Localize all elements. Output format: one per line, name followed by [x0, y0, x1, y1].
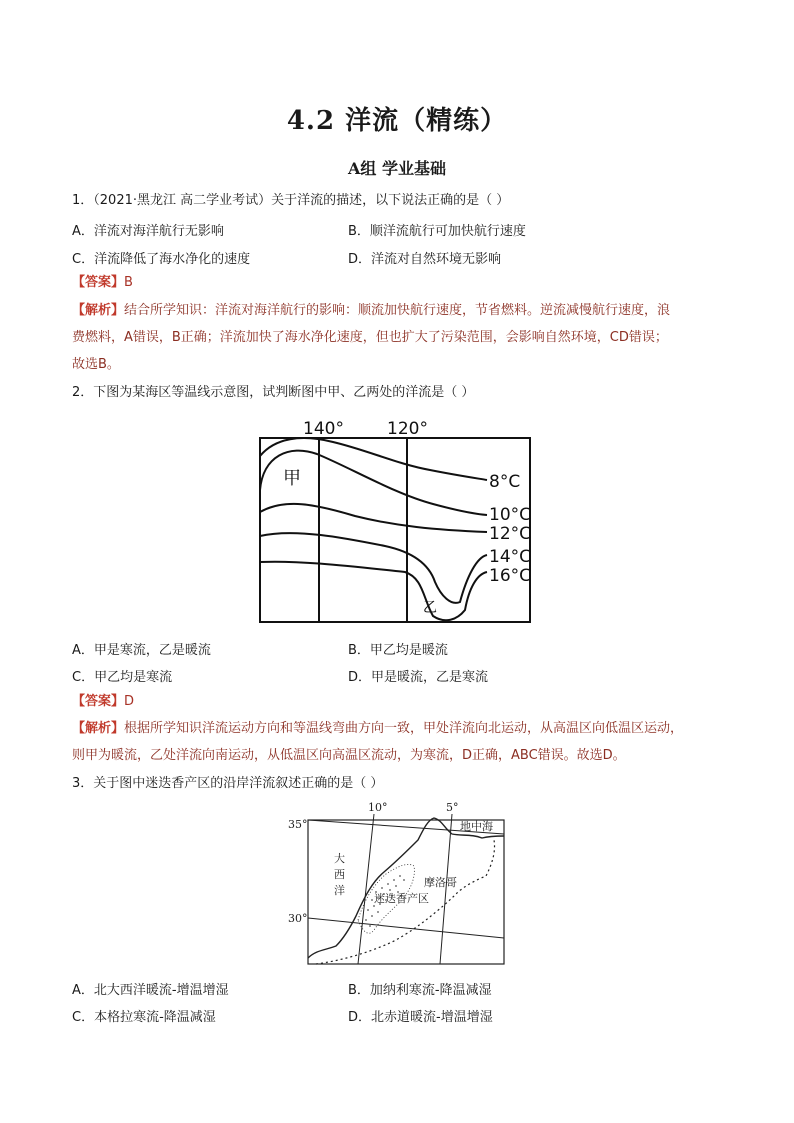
q1-explanation-line3: 故选B。: [72, 357, 120, 372]
morocco-label: 摩洛哥: [424, 876, 457, 889]
q3-option-b: B．加纳利寒流-降温减湿: [348, 983, 492, 998]
q1-answer: [72, 274, 133, 292]
explanation-text: 结合所学知识：洋流对海洋航行的影响：顺流加快航行速度，节省燃料。逆流减慢航行速度，浪: [124, 303, 671, 318]
q1-explanation-line2: 费燃料，A错误，B正确；洋流加快了海水净化速度，但也扩大了污染范围，会影响自然环境，CD错误；: [72, 330, 668, 345]
isotherm-label: 14°C: [489, 547, 532, 567]
atlantic-label: 大: [334, 852, 345, 865]
isotherm-map: [255, 412, 540, 626]
morocco-map: [286, 800, 508, 968]
q2-stem: 2．下图为某海区等温线示意图，试判断图中甲、乙两处的洋流是（ ）: [72, 385, 475, 400]
q1-option-c: C．洋流降低了海水净化的速度: [72, 252, 251, 267]
region-label: 迷迭香产区: [374, 892, 429, 905]
q3-option-c: C．本格拉寒流-降温减湿: [72, 1010, 216, 1025]
answer-tag: 【答案】: [72, 275, 125, 290]
label-yi: 乙: [423, 600, 437, 616]
isotherm-label: 10°C: [489, 505, 532, 525]
meridian-line: [440, 814, 452, 964]
q2-option-c: C．甲乙均是寒流: [72, 670, 173, 685]
longitude-label: 5°: [446, 801, 459, 814]
q3-stem: 3．关于图中迷迭香产区的沿岸洋流叙述正确的是（ ）: [72, 776, 384, 791]
answer-tag: 【答案】: [72, 694, 125, 709]
isotherm-label: 8°C: [489, 472, 521, 492]
q1-option-d: D．洋流对自然环境无影响: [348, 252, 502, 267]
isotherm-label: 12°C: [489, 524, 532, 544]
explanation-tag: 【解析】: [72, 303, 125, 318]
q2-explanation-line2: 则甲为暖流，乙处洋流向南运动，从低温区向高温区流动，为寒流，D正确，ABC错误。故选D。: [72, 748, 626, 763]
q2-explanation-line1: [72, 720, 683, 738]
isotherm-label: 16°C: [489, 566, 532, 586]
q1-stem: 1．（2021·黑龙江 高二学业考试）关于洋流的描述，以下说法正确的是（ ）: [72, 193, 510, 208]
answer-value: D: [124, 694, 135, 709]
q2-option-d: D．甲是暖流，乙是寒流: [348, 670, 489, 685]
explanation-text: 根据所学知识洋流运动方向和等温线弯曲方向一致，甲处洋流向北运动，从高温区向低温区运动，: [124, 721, 684, 736]
longitude-label: 120°: [387, 419, 428, 439]
atlantic-label: 洋: [334, 884, 345, 897]
q1-option-a: A．洋流对海洋航行无影响: [72, 224, 224, 239]
latitude-line: [308, 918, 504, 938]
label-jia: 甲: [283, 468, 301, 489]
latitude-label: 35°: [288, 818, 308, 831]
q2-option-b: B．甲乙均是暖流: [348, 643, 448, 658]
answer-value: B: [124, 275, 133, 290]
meridian-line: [358, 814, 374, 964]
q3-option-d: D．北赤道暖流-增温增湿: [348, 1010, 493, 1025]
mediterranean-label: 地中海: [460, 820, 493, 833]
page-title: 4.2 洋流（精练）: [286, 106, 508, 136]
longitude-label: 10°: [368, 801, 388, 814]
q3-option-a: A．北大西洋暖流-增温增湿: [72, 983, 229, 998]
q2-option-a: A．甲是寒流，乙是暖流: [72, 643, 211, 658]
latitude-label: 30°: [288, 912, 308, 925]
isotherm-16: [260, 562, 487, 621]
q1-explanation-line1: [72, 302, 670, 320]
atlantic-label: 西: [334, 868, 345, 881]
q1-option-b: B．顺洋流航行可加快航行速度: [348, 224, 526, 239]
q2-answer: [72, 693, 134, 711]
longitude-label: 140°: [303, 419, 344, 439]
section-heading: A组 学业基础: [348, 159, 446, 178]
explanation-tag: 【解析】: [72, 721, 125, 736]
